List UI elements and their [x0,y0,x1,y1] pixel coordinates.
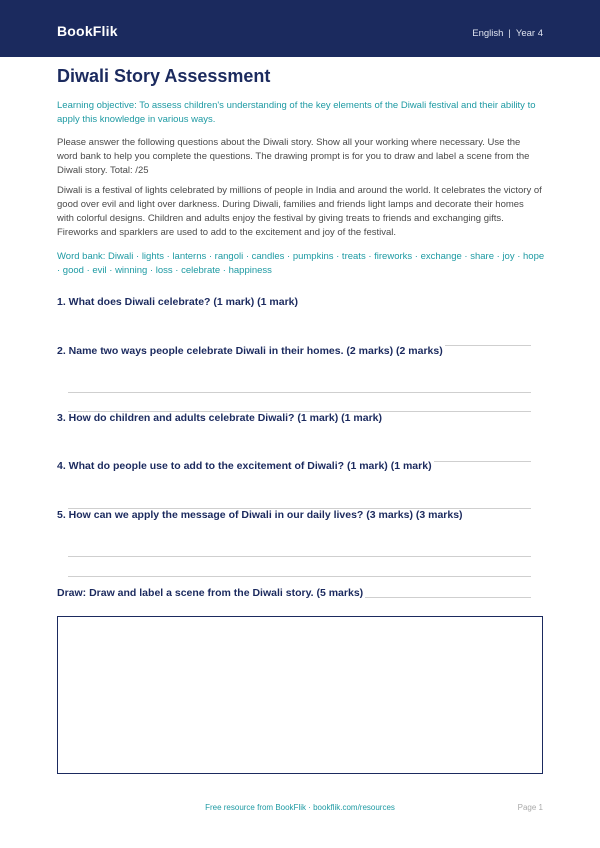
answer-line-5a[interactable] [68,556,531,557]
question-4: 4. What do people use to add to the excitement of Diwali? (1 mark) (1 mark) [57,460,432,472]
draw-prompt: Draw: Draw and label a scene from the Diwali story. (5 marks) [57,587,364,599]
question-5: 5. How can we apply the message of Diwali in our daily lives? (3 marks) (3 marks) [57,509,463,521]
year-label: Year 4 [515,28,543,39]
learning-objective: Learning objective: To assess children's understanding of the key elements of the Diwali festival and their ability to apply this knowledge in various ways. [57,100,536,125]
word-bank: Word bank: Diwali · lights · lanterns · rangoli · candles · pumpkins · treats · fireworks · exchange · share · joy · hope · good · evil · winning · loss · celebrate · happiness [57,251,545,276]
page-title: Diwali Story Assessment [57,66,271,86]
subject-label: English [472,28,504,39]
question-3: 3. How do children and adults celebrate Diwali? (1 mark) (1 mark) [57,412,383,424]
answer-line-5b[interactable] [68,576,531,577]
header-meta [472,28,543,39]
answer-line-2a[interactable] [68,392,531,393]
question-2: 2. Name two ways people celebrate Diwali in their homes. (2 marks) (2 marks) [57,345,443,357]
question-1: 1. What does Diwali celebrate? (1 mark) (1 mark) [57,296,298,308]
story-text: Diwali is a festival of lights celebrated by millions of people in India and around the world. It celebrates the victory of good over evil and light over darkness. During Diwali, families and friends light lamps and decorate their homes with colorful designs. Children and adults enjoy the festival by giving treats to friends and exchanging gifts. Fireworks and sparklers are used to add to the excitement and joy of the festival. [57,185,542,238]
instructions: Please answer the following questions about the Diwali story. Show all your working where necessary. Use the word bank to help you complete the questions. The drawing prompt is for you to draw and label a scene from the Diwali story. Total: /25 [57,137,530,176]
footer-text[interactable]: Free resource from BookFlik · bookflik.com/resources [205,803,395,812]
header-bar [0,0,600,57]
page-number: Page 1 [517,803,543,812]
meta-separator: | [508,28,511,39]
brand-logo[interactable]: BookFlik [57,23,118,39]
drawing-box[interactable] [57,616,543,774]
